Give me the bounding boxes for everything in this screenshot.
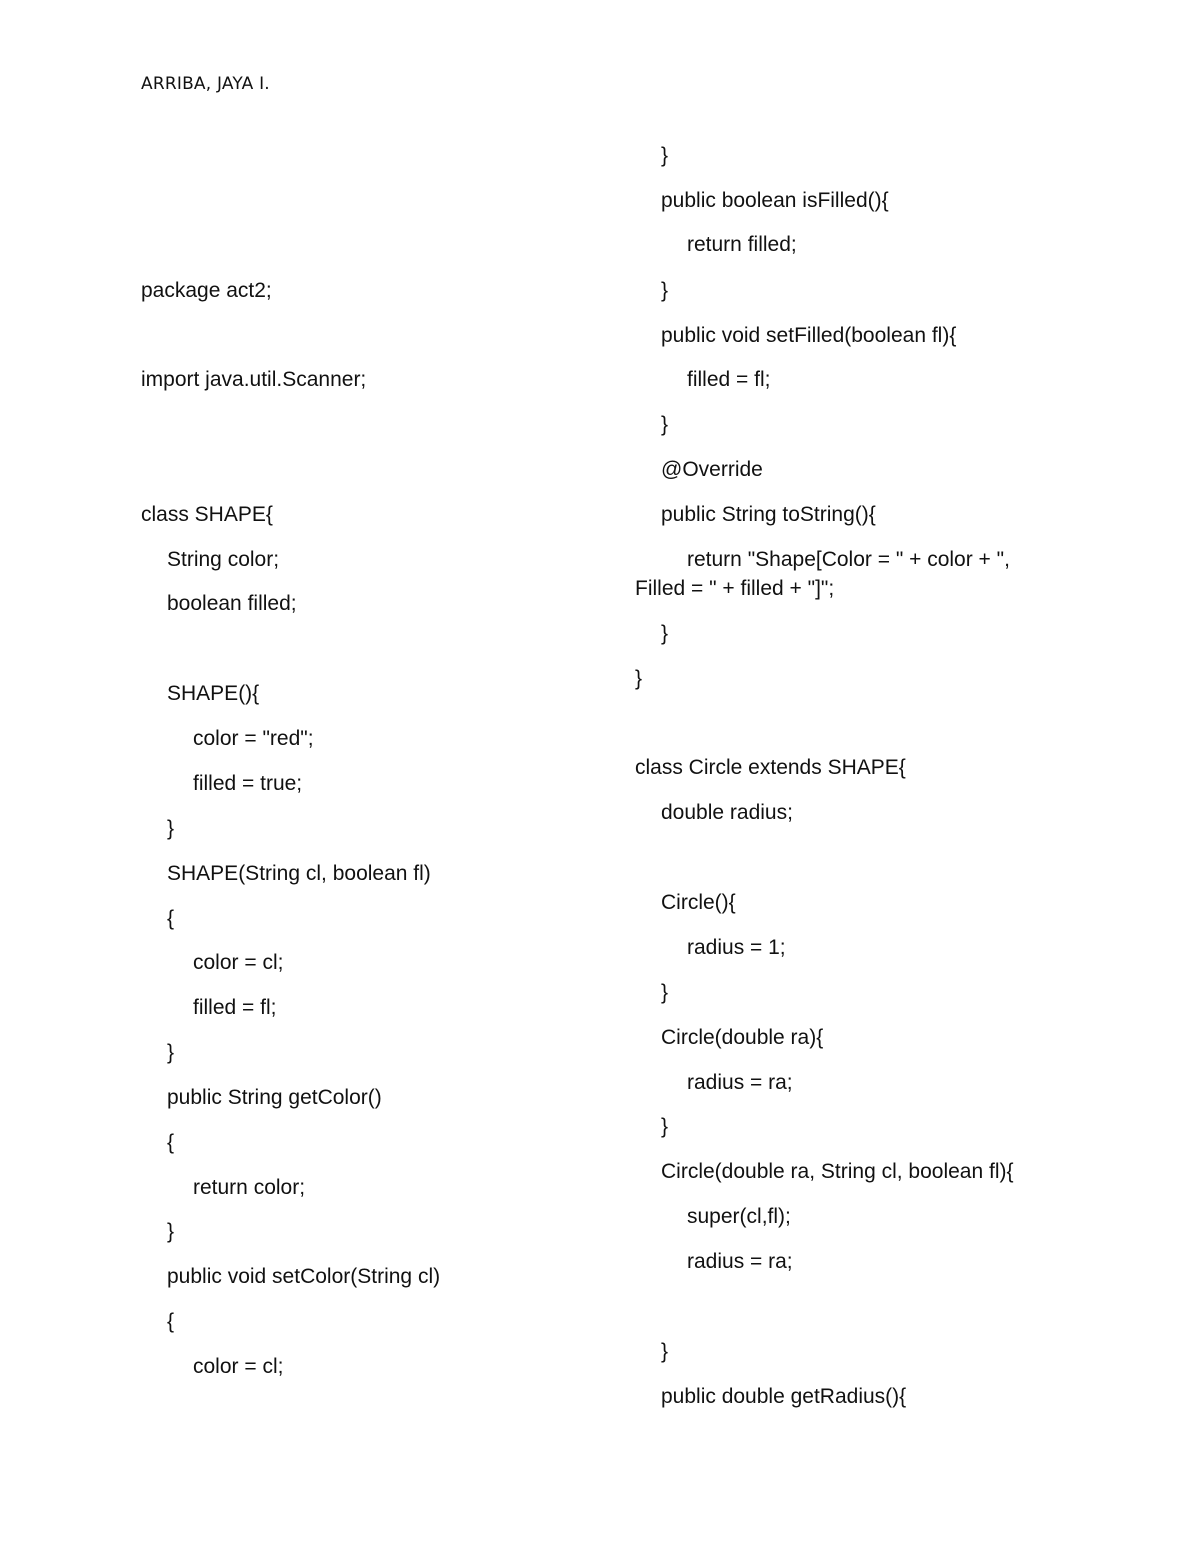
code-line: @Override bbox=[661, 458, 763, 481]
code-line: } bbox=[167, 1220, 175, 1243]
code-line: filled = fl; bbox=[193, 996, 277, 1019]
code-line: import java.util.Scanner; bbox=[141, 368, 367, 391]
code-line: Filled = " + filled + "]"; bbox=[635, 577, 835, 600]
code-line: Circle(){ bbox=[661, 891, 736, 914]
code-line: color = cl; bbox=[193, 951, 284, 974]
code-line: SHAPE(String cl, boolean fl) bbox=[167, 862, 431, 885]
code-line: radius = ra; bbox=[687, 1071, 793, 1094]
code-line: public void setFilled(boolean fl){ bbox=[661, 324, 957, 347]
code-line: filled = fl; bbox=[687, 368, 771, 391]
code-line: public double getRadius(){ bbox=[661, 1385, 907, 1408]
code-line: filled = true; bbox=[193, 772, 303, 795]
code-line: radius = ra; bbox=[687, 1250, 793, 1273]
code-line: Circle(double ra, String cl, boolean fl){ bbox=[661, 1160, 1014, 1183]
code-line: } bbox=[167, 1041, 175, 1064]
code-line: } bbox=[661, 1115, 669, 1138]
code-line: color = cl; bbox=[193, 1355, 284, 1378]
code-line: class SHAPE{ bbox=[141, 503, 273, 526]
code-line: String color; bbox=[167, 548, 280, 571]
code-line: { bbox=[167, 907, 175, 930]
code-line: public boolean isFilled(){ bbox=[661, 189, 889, 212]
code-line: return color; bbox=[193, 1176, 306, 1199]
code-line: } bbox=[661, 622, 669, 645]
code-line: color = "red"; bbox=[193, 727, 314, 750]
code-line: super(cl,fl); bbox=[687, 1205, 791, 1228]
code-line: } bbox=[661, 1340, 669, 1363]
code-line: } bbox=[661, 981, 669, 1004]
code-line: return "Shape[Color = " + color + ", bbox=[687, 548, 1010, 571]
code-line: public String toString(){ bbox=[661, 503, 876, 526]
code-line: return filled; bbox=[687, 233, 797, 256]
code-line: public String getColor() bbox=[167, 1086, 382, 1109]
code-line: SHAPE(){ bbox=[167, 682, 260, 705]
author-name-header: ARRIBA, JAYA I. bbox=[141, 74, 270, 94]
code-line: double radius; bbox=[661, 801, 793, 824]
code-line: } bbox=[635, 667, 643, 690]
code-line: { bbox=[167, 1131, 175, 1154]
code-line: } bbox=[661, 279, 669, 302]
code-line: package act2; bbox=[141, 279, 272, 302]
code-line: } bbox=[661, 144, 669, 167]
code-line: { bbox=[167, 1310, 175, 1333]
code-line: class Circle extends SHAPE{ bbox=[635, 756, 906, 779]
code-line: public void setColor(String cl) bbox=[167, 1265, 441, 1288]
code-line: } bbox=[167, 817, 175, 840]
code-line: } bbox=[661, 413, 669, 436]
code-line: radius = 1; bbox=[687, 936, 786, 959]
code-line: boolean filled; bbox=[167, 592, 297, 615]
code-line: Circle(double ra){ bbox=[661, 1026, 824, 1049]
